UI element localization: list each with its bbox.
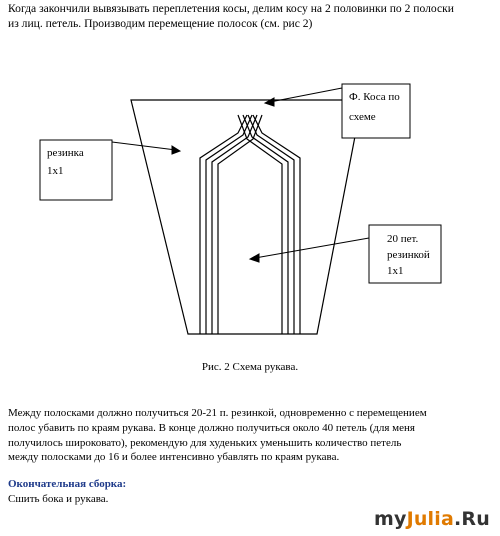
- logo-part: .Ru: [454, 508, 490, 530]
- label-line: схеме: [349, 111, 376, 123]
- label-rib-right: [387, 232, 430, 278]
- para-line: Между полосками должно получиться 20-21 п. резинкой, одновременно с перемещением: [8, 407, 427, 419]
- label-line: резинкой: [387, 249, 430, 261]
- label-line: резинка: [47, 147, 84, 159]
- final-assembly-heading: Окончательная сборка:: [8, 478, 127, 490]
- callout-arrows: [112, 88, 369, 262]
- label-line: 20 пет.: [387, 233, 419, 245]
- label-line: 1х1: [387, 265, 404, 277]
- intro-line: Когда закончили вывязывать переплетения косы, делим косу на 2 половинки по 2 полоски: [8, 2, 454, 15]
- label-line: 1х1: [47, 165, 64, 177]
- label-rib-left: [47, 146, 84, 178]
- label-cable: [349, 90, 400, 124]
- logo-part: Julia: [406, 508, 455, 530]
- para-line: полос убавить по краям рукава. В конце должно получиться около 40 петель (для меня: [8, 421, 415, 434]
- instruction-paragraph: [8, 406, 494, 465]
- cable-strips: [200, 115, 300, 334]
- figure-caption: Рис. 2 Схема рукава.: [201, 361, 299, 373]
- intro-line: из лиц. петель. Производим перемещение полосок (см. рис 2): [8, 16, 313, 30]
- site-logo: [374, 508, 490, 530]
- para-line: получилось широковато), рекомендую для худеньких уменьшить количество петель: [8, 436, 402, 449]
- label-line: Ф. Коса по: [349, 91, 400, 103]
- para-line: между полосками до 16 и более интенсивно убавлять по краям рукава.: [8, 451, 340, 464]
- sleeve-outline: [131, 100, 362, 334]
- logo-part: my: [373, 508, 407, 530]
- final-assembly-text: Сшить бока и рукава.: [8, 493, 109, 505]
